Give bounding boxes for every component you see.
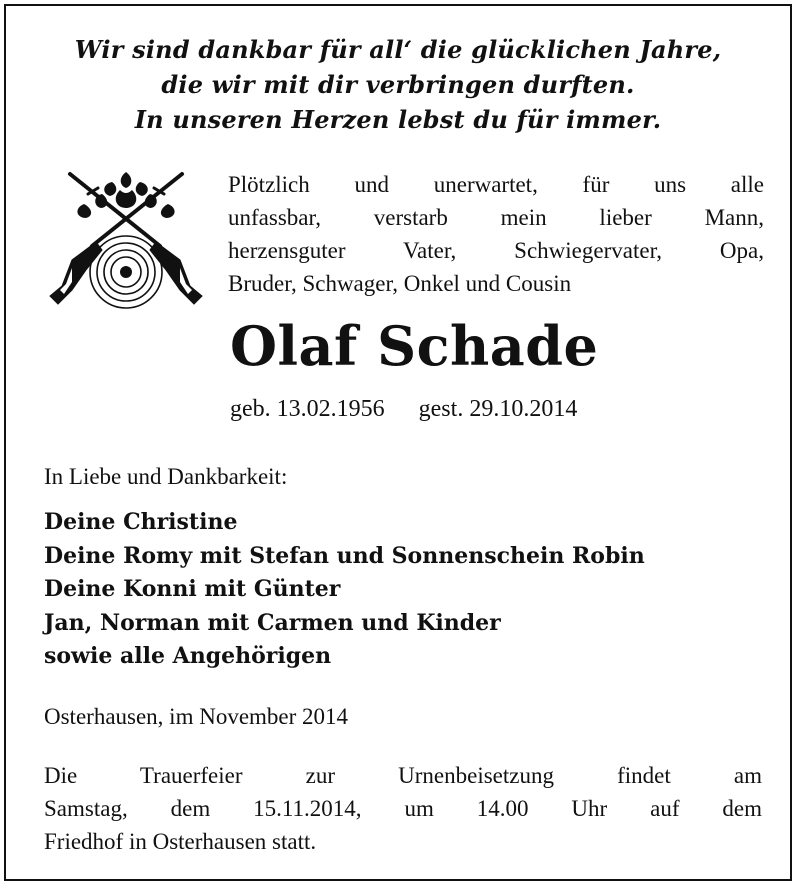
intro-line: Plötzlich und unerwartet, für uns alle: [228, 172, 764, 197]
intro-line: herzensguter Vater, Schwiegervater, Opa,: [228, 238, 764, 263]
funeral-notice: [44, 759, 762, 858]
motto-line: Wir sind dankbar für all‘ die glücklichen Jahre,: [74, 35, 722, 64]
mourner: Jan, Norman mit Carmen und Kinder: [44, 609, 501, 636]
intro-text: [228, 168, 764, 300]
funeral-line: Die Trauerfeier zur Urnenbeisetzung findet am: [44, 763, 762, 788]
deceased-name: Olaf Schade: [230, 314, 599, 378]
dedication: In Liebe und Dankbarkeit:: [44, 464, 288, 489]
mourner: Deine Konni mit Günter: [44, 576, 341, 602]
motto-line: die wir mit dir verbringen durften.: [161, 70, 635, 99]
mourners-list: [44, 506, 645, 674]
funeral-line: Friedhof in Osterhausen statt.: [44, 829, 317, 854]
mourner: sowie alle Angehörigen: [44, 643, 332, 669]
intro-line: Bruder, Schwager, Onkel und Cousin: [228, 271, 572, 296]
obituary-frame: [4, 4, 792, 881]
funeral-line: Samstag, dem 15.11.2014, um 14.00 Uhr auf dem: [44, 796, 762, 821]
mourner: Deine Romy mit Stefan und Sonnenschein Robin: [44, 542, 645, 569]
birth-date: geb. 13.02.1956: [230, 396, 385, 422]
motto: [6, 32, 790, 137]
place-date: Osterhausen, im November 2014: [44, 704, 349, 729]
mourner: Deine Christine: [44, 509, 238, 535]
life-dates: [230, 392, 577, 426]
death-date: gest. 29.10.2014: [418, 396, 578, 422]
intro-line: unfassbar, verstarb mein lieber Mann,: [228, 205, 764, 230]
crossed-rifles-oak-leaves-target-icon: [40, 168, 212, 310]
motto-line: In unseren Herzen lebst du für immer.: [134, 105, 662, 134]
